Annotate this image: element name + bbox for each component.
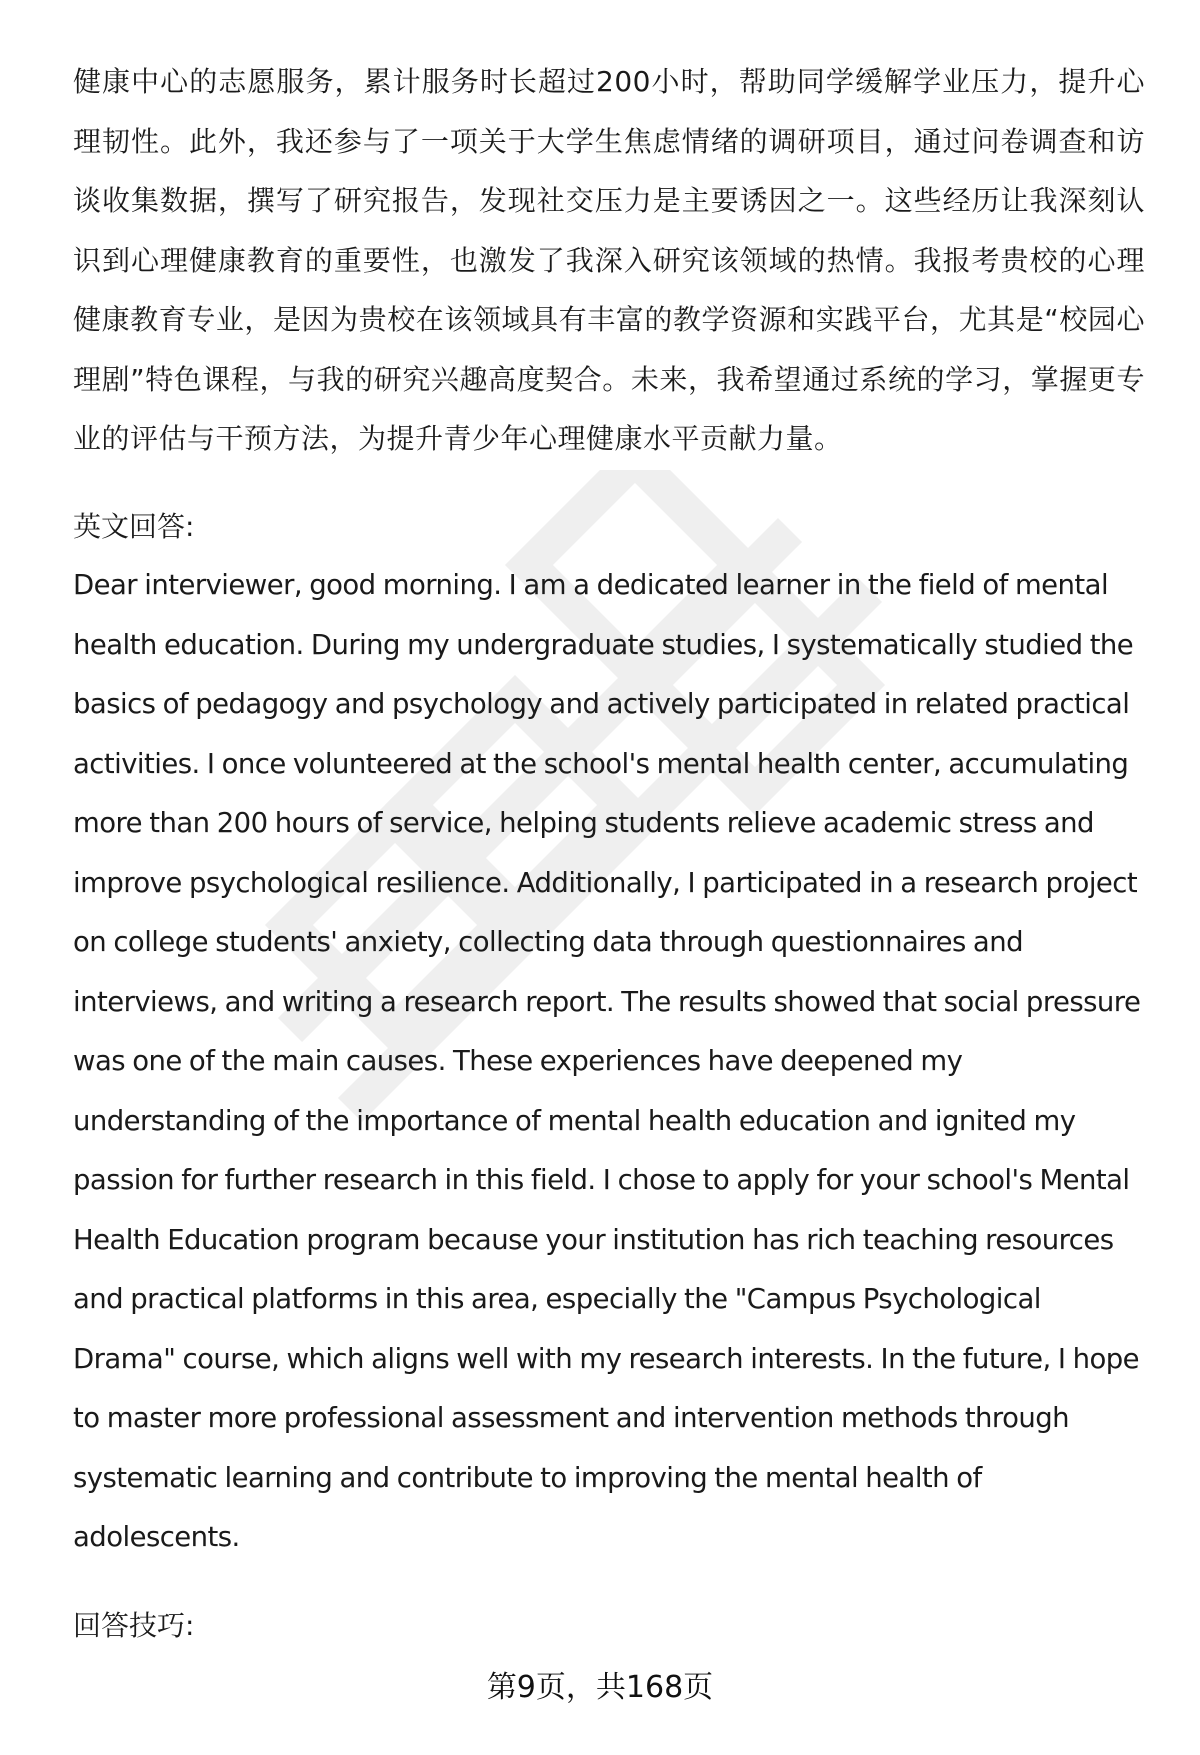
english-answer-label: 英文回答: <box>73 509 195 543</box>
intro-paragraph-zh: 健康中心的志愿服务，累计服务时长超过200小时，帮助同学缓解学业压力，提升心理韧性。此外，我还参与了一项关于大学生焦虑情绪的调研项目，通过问卷调查和访谈收集数据，撰写了研究报告，发现社交压力是主要诱因之一。这些经历让我深刻认识到心理健康教育的重要性，也激发了我深入研究该领域的热情。我报考贵校的心理健康教育专业，是因为贵校在该领域具有丰富的教学资源和实践平台，尤其是“校园心理剧”特色课程，与我的研究兴趣高度契合。未来，我希望通过系统的学习，掌握更专业的评估与干预方法，为提升青少年心理健康水平贡献力量。 <box>73 65 1145 455</box>
answer-tips-label: 回答技巧: <box>73 1608 195 1642</box>
english-answer-paragraph: Dear interviewer, good morning. I am a dedicated learner in the field of mental health education. During my undergraduate studies, I systematically studied the basics of pedagogy and psychology and actively participated in related practical activities. I once volunteered at the school's mental health center, accumulating more than 200 hours of service, helping students relieve academic stress and improve psychological resilience. Additionally, I participated in a research project on college students' anxiety, collecting data through questionnaires and interviews, and writing a research report. The results showed that social pressure was one of the main causes. These experiences have deepened my understanding of the importance of mental health education and ignited my passion for further research in this field. I chose to apply for your school's Mental Health Education program because your institution has rich teaching resources and practical platforms in this area, especially the "Campus Psychological Drama" course, which aligns well with my research interests. In the future, I hope to master more professional assessment and intervention methods through systematic learning and contribute to improving the mental health of adolescents. <box>73 569 1141 1553</box>
document-body <box>73 52 1145 1655</box>
page-indicator: 第9页，共168页 <box>486 1670 714 1705</box>
